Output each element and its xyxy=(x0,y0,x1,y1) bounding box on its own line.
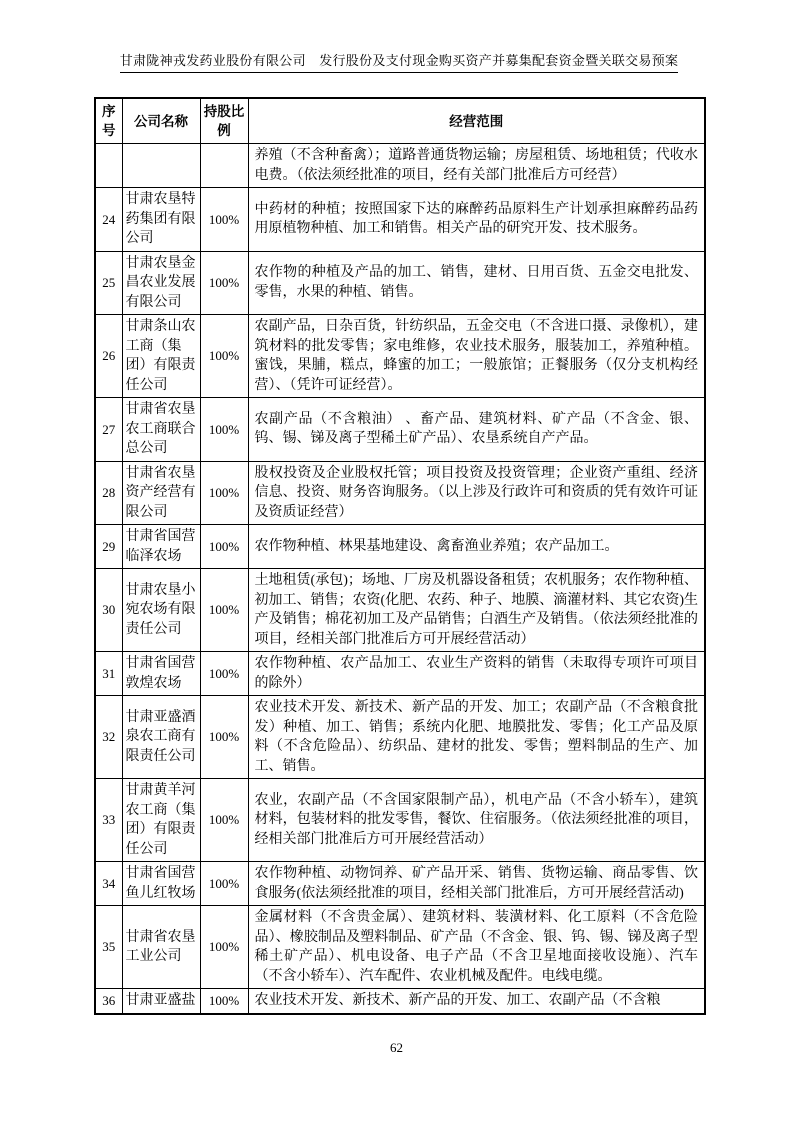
cell-shareholding-ratio: 100% xyxy=(200,779,248,862)
cell-serial: 24 xyxy=(95,188,122,252)
cell-business-scope: 农作物种植、农产品加工、农业生产资料的销售（未取得专项许可项目的除外） xyxy=(248,652,705,696)
cell-business-scope: 土地租赁(承包)；场地、厂房及机器设备租赁；农机服务；农作物种植、初加工、销售；农资(化肥、农药、种子、地膜、滴灌材料、其它农资)生产及销售；棉花初加工及产品销售；白酒生产及销售。（依法须经批准的项目，经相关部门批准后方可开展经营活动） xyxy=(248,569,705,652)
cell-serial: 35 xyxy=(95,906,122,989)
cell-shareholding-ratio: 100% xyxy=(200,906,248,989)
cell-shareholding-ratio: 100% xyxy=(200,398,248,462)
cell-company-name: 甘肃条山农工商（集团）有限责任公司 xyxy=(122,315,200,398)
cell-business-scope: 农作物的种植及产品的加工、销售，建材、日用百货、五金交电批发、零售，水果的种植、销售。 xyxy=(248,251,705,315)
cell-business-scope: 农副产品（不含粮油） 、畜产品、建筑材料、矿产品（不含金、银、钨、锡、锑及离子型稀土矿产品）、农垦系统自产产品。 xyxy=(248,398,705,462)
cell-company-name xyxy=(122,144,200,188)
cell-company-name: 甘肃省国营临泽农场 xyxy=(122,525,200,569)
cell-serial: 32 xyxy=(95,696,122,779)
cell-shareholding-ratio: 100% xyxy=(200,251,248,315)
cell-serial: 27 xyxy=(95,398,122,462)
cell-company-name: 甘肃农垦金昌农业发展有限公司 xyxy=(122,251,200,315)
cell-serial: 30 xyxy=(95,569,122,652)
cell-company-name: 甘肃农垦小宛农场有限责任公司 xyxy=(122,569,200,652)
cell-business-scope: 股权投资及企业股权托管；项目投资及投资管理；企业资产重组、经济信息、投资、财务咨询服务。（以上涉及行政许可和资质的凭有效许可证及资质证经营） xyxy=(248,461,705,525)
cell-business-scope: 农业技术开发、新技术、新产品的开发、加工、农副产品（不含粮 xyxy=(248,989,705,1014)
cell-business-scope: 农作物种植、动物饲养、矿产品开采、销售、货物运输、商品零售、饮食服务(依法须经批准的项目，经相关部门批准后，方可开展经营活动) xyxy=(248,862,705,906)
cell-business-scope: 养殖（不含种畜禽）；道路普通货物运输；房屋租赁、场地租赁；代收水电费。（依法须经批准的项目，经有关部门批准后方可经营） xyxy=(248,144,705,188)
cell-business-scope: 中药材的种植；按照国家下达的麻醉药品原料生产计划承担麻醉药品药用原植物种植、加工和销售。相关产品的研究开发、技术服务。 xyxy=(248,188,705,252)
table-row xyxy=(95,696,705,779)
table-header-row xyxy=(95,98,705,144)
cell-serial: 33 xyxy=(95,779,122,862)
column-header-company-name: 公司名称 xyxy=(122,98,200,144)
cell-company-name: 甘肃亚盛酒泉农工商有限责任公司 xyxy=(122,696,200,779)
cell-shareholding-ratio: 100% xyxy=(200,188,248,252)
document-header xyxy=(94,50,704,73)
cell-business-scope: 金属材料（不含贵金属）、建筑材料、装潢材料、化工原料（不含危险品）、橡胶制品及塑料制品、矿产品（不含金、银、钨、锡、锑及离子型稀土矿产品）、机电设备、电子产品（不含卫星地面接收设施）、汽车（不含小轿车）、汽车配件、农业机械及配件。电线电缆。 xyxy=(248,906,705,989)
document-title: 甘肃陇神戎发药业股份有限公司 发行股份及支付现金购买资产并募集配套资金暨关联交易预案 xyxy=(120,50,679,73)
table-row xyxy=(95,315,705,398)
cell-serial: 36 xyxy=(95,989,122,1014)
cell-serial: 34 xyxy=(95,862,122,906)
cell-business-scope: 农作物种植、林果基地建设、禽畜渔业养殖；农产品加工。 xyxy=(248,525,705,569)
cell-company-name: 甘肃省农垦工业公司 xyxy=(122,906,200,989)
table-row xyxy=(95,144,705,188)
cell-company-name: 甘肃省农垦农工商联合总公司 xyxy=(122,398,200,462)
cell-shareholding-ratio: 100% xyxy=(200,652,248,696)
cell-company-name: 甘肃省农垦资产经营有限公司 xyxy=(122,461,200,525)
cell-shareholding-ratio: 100% xyxy=(200,862,248,906)
cell-business-scope: 农业，农副产品（不含国家限制产品），机电产品（不含小轿车），建筑材料，包装材料的批发零售，餐饮、住宿服务。（依法须经批准的项目，经相关部门批准后方可开展经营活动） xyxy=(248,779,705,862)
cell-serial: 25 xyxy=(95,251,122,315)
column-header-serial: 序号 xyxy=(95,98,122,144)
column-header-shareholding-ratio: 持股比例 xyxy=(200,98,248,144)
subsidiaries-table xyxy=(94,97,706,1015)
cell-business-scope: 农副产品，日杂百货，针纺织品，五金交电（不含进口摄、录像机），建筑材料的批发零售；家电维修，农业技术服务，服装加工，养殖种植。蜜饯，果脯，糕点，蜂蜜的加工；一般旅馆；正餐服务（仅分支机构经营）、（凭许可证经营）。 xyxy=(248,315,705,398)
cell-serial xyxy=(95,144,122,188)
table-row xyxy=(95,251,705,315)
table-header xyxy=(95,98,705,144)
table-row xyxy=(95,525,705,569)
table-body xyxy=(95,144,705,1014)
table-row xyxy=(95,569,705,652)
table-row xyxy=(95,652,705,696)
cell-serial: 26 xyxy=(95,315,122,398)
cell-serial: 28 xyxy=(95,461,122,525)
column-header-business-scope: 经营范围 xyxy=(248,98,705,144)
cell-company-name: 甘肃省国营敦煌农场 xyxy=(122,652,200,696)
cell-business-scope: 农业技术开发、新技术、新产品的开发、加工；农副产品（不含粮食批发）种植、加工、销售；系统内化肥、地膜批发、零售；化工产品及原料（不含危险品）、纺织品、建材的批发、零售；塑料制品的生产、加工、销售。 xyxy=(248,696,705,779)
table-row xyxy=(95,989,705,1014)
cell-company-name: 甘肃黄羊河农工商（集团）有限责任公司 xyxy=(122,779,200,862)
cell-shareholding-ratio: 100% xyxy=(200,315,248,398)
cell-serial: 29 xyxy=(95,525,122,569)
cell-shareholding-ratio: 100% xyxy=(200,461,248,525)
cell-company-name: 甘肃农垦特药集团有限公司 xyxy=(122,188,200,252)
cell-company-name: 甘肃亚盛盐 xyxy=(122,989,200,1014)
page-footer xyxy=(0,1040,793,1056)
cell-shareholding-ratio: 100% xyxy=(200,525,248,569)
table-row xyxy=(95,398,705,462)
table-row xyxy=(95,862,705,906)
table-row xyxy=(95,906,705,989)
page-number: 62 xyxy=(390,1040,403,1055)
cell-shareholding-ratio: 100% xyxy=(200,696,248,779)
table-row xyxy=(95,461,705,525)
cell-shareholding-ratio xyxy=(200,144,248,188)
table-row xyxy=(95,188,705,252)
cell-shareholding-ratio: 100% xyxy=(200,569,248,652)
cell-serial: 31 xyxy=(95,652,122,696)
cell-company-name: 甘肃省国营鱼儿红牧场 xyxy=(122,862,200,906)
table-row xyxy=(95,779,705,862)
cell-shareholding-ratio: 100% xyxy=(200,989,248,1014)
